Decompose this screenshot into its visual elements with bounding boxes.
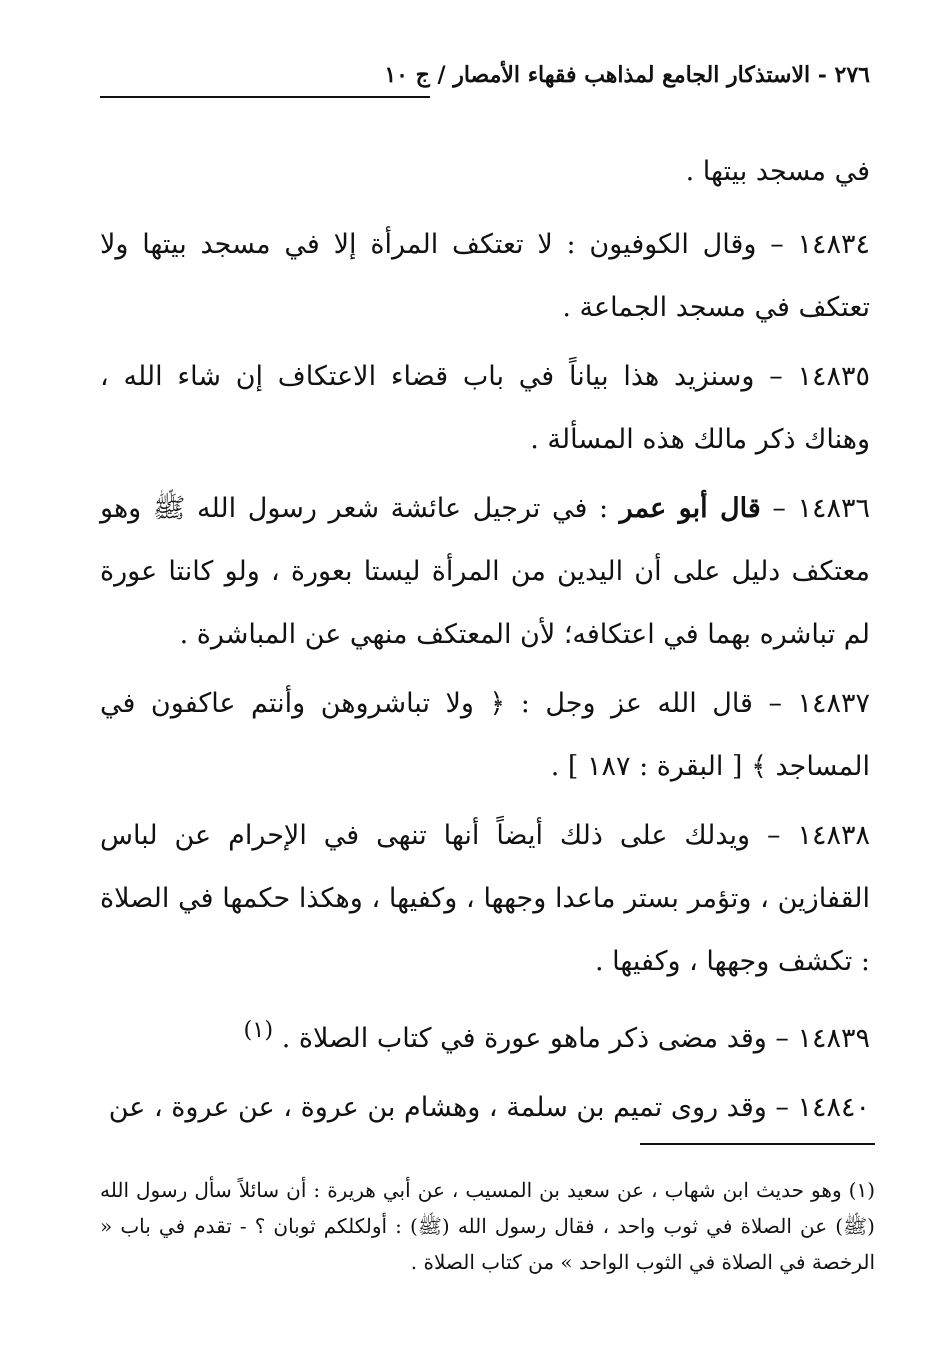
- verse-reference: [ البقرة : ١٨٧ ] .: [550, 751, 743, 782]
- paragraph-text: ويدلك على ذلك أيضاً أنها تنهى في الإحرام عن لباس القفازين ، وتؤمر بستر ماعدا وجهها ، وكفيها ، وهكذا حكمها في الصلاة : تكشف وجهها ، وكفيها .: [100, 820, 870, 977]
- page-header: [100, 62, 870, 102]
- paragraph-number: ١٤٨٣٩: [797, 1023, 870, 1054]
- paragraph-text: وقد روى تميم بن سلمة ، وهشام بن عروة ، عن عروة ، عن: [108, 1092, 767, 1123]
- paragraph-text: وقد مضى ذكر ماهو عورة في كتاب الصلاة .: [281, 1023, 767, 1054]
- main-text: [100, 140, 870, 1145]
- paragraph-14840: ١٤٨٤٠ – وقد روى تميم بن سلمة ، وهشام بن عروة ، عن عروة ، عن: [108, 1092, 870, 1123]
- paragraph-number: ١٤٨٣٥: [797, 361, 871, 392]
- paragraph-continuation: [100, 140, 870, 203]
- speaker-label: قال أبو عمر: [619, 493, 761, 524]
- footnote-1: (١) وهو حديث ابن شهاب ، عن سعيد بن المسيب ، عن أبي هريرة : أن سائلاً سأل رسول الله (ﷺ) عن الصلاة في ثوب واحد ، فقال رسول الله (ﷺ) : أولكلكم ثوبان ؟ - تقدم في باب « الرخصة في الصلاة في الثوب الواحد » من كتاب الصلاة .: [100, 1178, 875, 1274]
- paragraph-number: ١٤٨٣٨: [797, 820, 870, 851]
- paragraph-number: ١٤٨٣٤: [797, 229, 870, 260]
- paragraph-14835: ١٤٨٣٥ – وسنزيد هذا بياناً في باب قضاء الاعتكاف إن شاء الله ، وهناك ذكر مالك هذه المسألة .: [100, 361, 871, 455]
- quran-verse: ﴿ ولا تباشروهن وأنتم عاكفون في المساجد ﴾: [100, 688, 870, 782]
- paragraph-14837: ١٤٨٣٧ – قال الله عز وجل : ﴿ ولا تباشروهن وأنتم عاكفون في المساجد ﴾ [ البقرة : ١٨٧ ] .: [100, 688, 870, 782]
- footnotes: [100, 1172, 875, 1280]
- paragraph-text: وقال الكوفيون : لا تعتكف المرأة إلا في مسجد بيتها ولا تعتكف في مسجد الجماعة .: [100, 229, 870, 323]
- paragraph-text: وسنزيد هذا بياناً في باب قضاء الاعتكاف إن شاء الله ، وهناك ذكر مالك هذه المسألة .: [100, 361, 870, 455]
- paragraph-text: قال الله عز وجل :: [520, 688, 753, 719]
- running-head: ٢٧٦ - الاستذكار الجامع لمذاهب فقهاء الأمصار / ج ١٠: [384, 62, 870, 88]
- paragraph-14834: ١٤٨٣٤ – وقال الكوفيون : لا تعتكف المرأة إلا في مسجد بيتها ولا تعتكف في مسجد الجماعة .: [100, 229, 870, 323]
- header-rule: [100, 96, 430, 98]
- paragraph-text: : في ترجيل عائشة شعر رسول الله ﷺ وهو معتكف دليل على أن اليدين من المرأة ليستا بعورة ، ولو كانتا عورة لم تباشره بهما في اعتكافه؛ لأن المعتكف منهي عن المباشرة .: [100, 493, 870, 650]
- paragraph-number: ١٤٨٤٠: [797, 1092, 870, 1123]
- paragraph-text: في مسجد بيتها .: [685, 156, 870, 187]
- paragraph-14839: ١٤٨٣٩ – وقد مضى ذكر ماهو عورة في كتاب الصلاة . $^{(١)}$: [243, 1017, 870, 1054]
- paragraph-number: ١٤٨٣٦: [797, 493, 870, 524]
- paragraph-number: ١٤٨٣٧: [797, 688, 870, 719]
- footnote-rule: [640, 1143, 875, 1145]
- footnote-marker: (١): [243, 1017, 274, 1043]
- paragraph-14838: ١٤٨٣٨ – ويدلك على ذلك أيضاً أنها تنهى في الإحرام عن لباس القفازين ، وتؤمر بستر ماعدا وجهها ، وكفيها ، وهكذا حكمها في الصلاة : تكشف وجهها ، وكفيها .: [100, 820, 870, 977]
- paragraph-14836: ١٤٨٣٦ – قال أبو عمر : في ترجيل عائشة شعر رسول الله ﷺ وهو معتكف دليل على أن اليدين من المرأة ليستا بعورة ، ولو كانتا عورة لم تباشره بهما في اعتكافه؛ لأن المعتكف منهي عن المباشرة .: [100, 493, 870, 650]
